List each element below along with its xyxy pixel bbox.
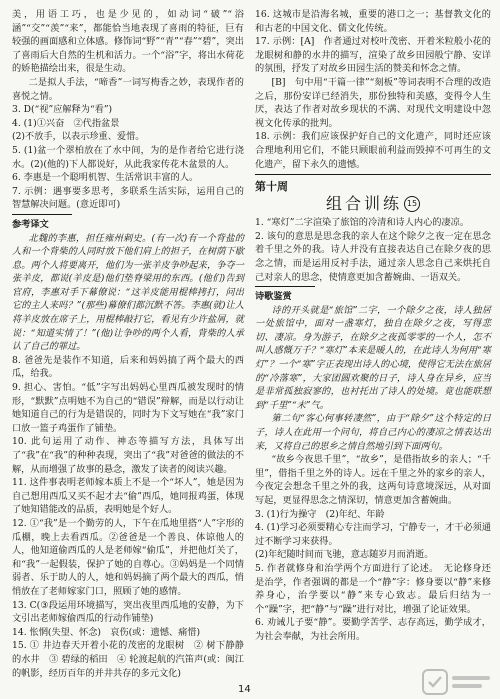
left-para-8: 8. 爸爸先是装作不知道，后来和妈妈搞了两个最大的西瓜，给我。 <box>12 354 244 380</box>
group-number-badge: 15 <box>404 196 420 212</box>
section-divider <box>12 214 72 215</box>
poem-appreciation-heading: 诗歌鉴赏 <box>255 291 292 303</box>
left-para-15: 15. ① 井边春天开着小花的茂密的龙眼树 ② 树下静静的水井 ③ 碧绿的稻田 ④ 轮渡起航的汽笛声(或：闽江的帆影，经历百年的并井共存的多元文化) <box>12 640 244 679</box>
left-para-14: 14. 怅惘(失望、怀念) 哀伤(或：遗憾、痛惜) <box>12 626 201 638</box>
left-para-11: 11. 这件事表明老师嫁本质上不是一个“坏人”，她是因为自己想用西瓜又买不起才去“偷”西瓜，她同报鸡蛋，体现了她知错能改的品质，表明她是个好人。 <box>12 477 244 516</box>
right-para-0: 16. 这城市是沿海名城，重要的港口之一；基督教文化的和古老的中国文化、儒文化传统。 <box>255 9 491 34</box>
group-title-row <box>255 196 491 212</box>
page-number: 14 <box>238 684 251 695</box>
right-para-3: 18. 示例：我们应该保护好自己的文化遗产，同时还应该合理地利用它们，不能只顾眼前利益而毁掉不可再生的文化遗产，留下永久的遗憾。 <box>255 131 491 170</box>
right-bottom-para-1: 3. (1)行为操守 (2)年纪、年龄 <box>255 508 385 520</box>
left-para-5: 5. (1)盆一个翠柏放在了水中间，为的是作者给它进行浇水。(2)(他的)下人都说好，从此我家传花木盆景的人。 <box>12 144 244 170</box>
right-para-2: [B] 句中用“干篇一律”“刻板”等词表明不合理的改造之后，那份安详已经消失，那份独特和美感，变得令人生厌，表达了作者对故乡现状的不满、对现代文明建设中忽视文化传承的批判。 <box>255 76 491 129</box>
week-heading: 第十周 <box>255 180 288 194</box>
left-para-4: (2)不放手，以表示珍重、爱惜。 <box>12 131 145 143</box>
group-title: 组合训练 <box>325 194 402 214</box>
right-bottom-para-5: 6. 劝诫儿子要“静”。要勤学苦学、志存高远，勤学成才，为社会奉献，为社会所用。 <box>255 617 491 642</box>
left-column <box>12 8 244 680</box>
left-para-12: 12. ①“我”是一个勤劳的人，下午在瓜地里搭“人”字形的瓜棚，晚上去看西瓜。②爸爸是一个善良、体谅他人的人，他知道偷西瓜的人是老师嫁“偷瓜”，并把他灯关了，和“我”一起假装，保护了她的自尊心。③妈妈是一个同情弱者、乐于助人的人，她和妈妈摘了两个最大的西瓜，悄悄放在了老师嫁家门口，照顾了她的感情。 <box>12 517 244 597</box>
left-para-7: 7. 示例：遇事要多思考，多联系生活实际，运用自己的智慧解决问题。(意近即可) <box>12 185 244 211</box>
right-bottom-para-3: (2)年纪随时间而飞驰，意志随岁月而消逝。 <box>255 549 434 561</box>
left-para-13: 13. C(③段运用环境描写，突出夜里西瓜地的安静，为下文引出老师嫁偷西瓜的行动作铺垫) <box>12 599 244 625</box>
left-para-1: 二是拟人手法，“啼香”一词写梅香之妙，表现作者的喜悦之情。 <box>12 76 244 102</box>
poem-para-0: 诗的开头就是“旅馆”二字，一个除夕之夜，诗人独居一处旅馆中，面对一盏寒灯，独自在除夕之夜，写得悲切、凄凉。身为游子，在除夕之夜孤零零的一个人，怎不叫人感慨万千？“寒灯”本来是暖人的，在此诗人为何用“寒灯”？一个“寒”字正表现出诗人的心境，使得它无法在旅居的“冷落寒”，大家团圆欢聚的日子，诗人身在异乡，应当是非常孤独寂寥的，也衬托出了诗人的处境。竟也能联想到“千里”“未”气。 <box>255 304 491 411</box>
left-para-10: 10. 此句运用了动作、神态等描写方法，具体写出了“我”在“我”的种种表现，突出了“我”对爸爸的做法的不解，从而增强了故事的悬念，激发了读者的阅读兴趣。 <box>12 436 244 475</box>
poem-divider <box>255 286 315 287</box>
reference-translation-heading: 参考译文 <box>12 218 49 230</box>
left-para-0: 美，用语工巧，也是少见的，如动词“破”“浴涵”“交”“羡”“来”，都能恰当地表现了喜雨的特征，巨有较强的画面感和立体感。修饰词“野”“青”“春”“碧”，突出了喜雨后大自然的生机和活力。一个“浴”字，将出水荷花的娇艳描绘出来，很是生动。 <box>12 9 244 75</box>
right-mid-para-1: 2. 该句的意思是思念我的亲人在这个除夕之夜一定在思念着千里之外的我。诗人并没有直接表达自己在除夕夜的思念之情，而是运用反衬手法，通过亲人思念自己来烘托自己对亲人的思念，使情意更加含蓄婉曲、一语双关。 <box>255 230 491 283</box>
left-para-6: 6. 李惠是一个聪明机智、生活常识丰富的人。 <box>12 172 199 184</box>
reference-translation-text: 北魏的李惠，担任雍州刺史。(有一次)有一个背盐的人和一个背柴的人同时放下他们肩上的担子，在树荫下歇息。两个人将要离开，他们为一张羊皮争吵起来，争夺一张羊皮，都说(羊皮是)他们垫脊梁用的东西。(他们)告到官府，李惠对手下幕僚说：“这羊皮能用棍棒拷打，问出它的主人来吗？”(那些)幕僚们都沉默不答。李惠(就)让人将羊皮放在席子上，用棍棒敲打它，看见有少许盐屑，就说：“知道实情了！”(他)让争吵的两个人看，背柴的人承认了自己的罪过。 <box>12 232 244 353</box>
left-para-3: 4. (1)①兴奋 ②代指盆景 <box>12 117 120 129</box>
right-bottom-para-4: 5. 作者就修身和治学两个方面进行了论述。 无论修身还是治学，作者强调的都是一个“静”字：修身要以“静”来修养身心，治学要以“静”来专心致志。最后归结为一个“躁”字，把“静”与“躁”进行对比，增强了论证效果。 <box>255 562 491 615</box>
right-mid-para-0: 1. “寒灯”二字渲染了旅馆的冷清和诗人内心的凄凉。 <box>255 217 470 229</box>
week-divider <box>255 174 491 175</box>
right-bottom-para-2: 4. (1)学习必须要精心专注而学习，宁静专一，才干必须通过不断学习来获得。 <box>255 522 492 547</box>
left-para-2: 3. D(“视”应解释为“看”) <box>12 104 113 116</box>
right-column <box>255 8 491 644</box>
left-para-9: 9. 担心、害怕。“低”字写出妈妈心里西瓜被发现时的情形，“默默”点明她不为自己的“错误”辩解，而是以行动让她知道自己的行为是错误的，同时为下文写她在“我”家门口放一篮子鸡蛋作了铺垫。 <box>12 382 244 434</box>
watermark-logo-icon <box>422 667 494 697</box>
right-para-1: 17. 示例：[A] 作者通过对校叶茂密、开着米粒般小花的龙眼树和静的水井的描写，渲染了故乡田园般宁静、安详的氛围，抒发了对故乡田园生活的赞美和怀念之情。 <box>255 36 491 75</box>
right-bottom-para-0: “故乡今夜思千里”，“故乡”，是借指故乡的亲人；“千里”，借指千里之外的诗人。远在千里之外的家乡的亲人，今夜定会想念千里之外的我，这两句诗意境深远，从对面写起，更显得思念之情深切，情意更加含蓄婉曲。 <box>255 454 491 506</box>
poem-para-1: 第二句“客心何事转凄然”，由于“除夕”这个特定的日子，诗人在此用一个问句，将自己内心的凄凉之情表达出来，又将自己的思乡之情自然地引到下面两句。 <box>255 413 491 452</box>
